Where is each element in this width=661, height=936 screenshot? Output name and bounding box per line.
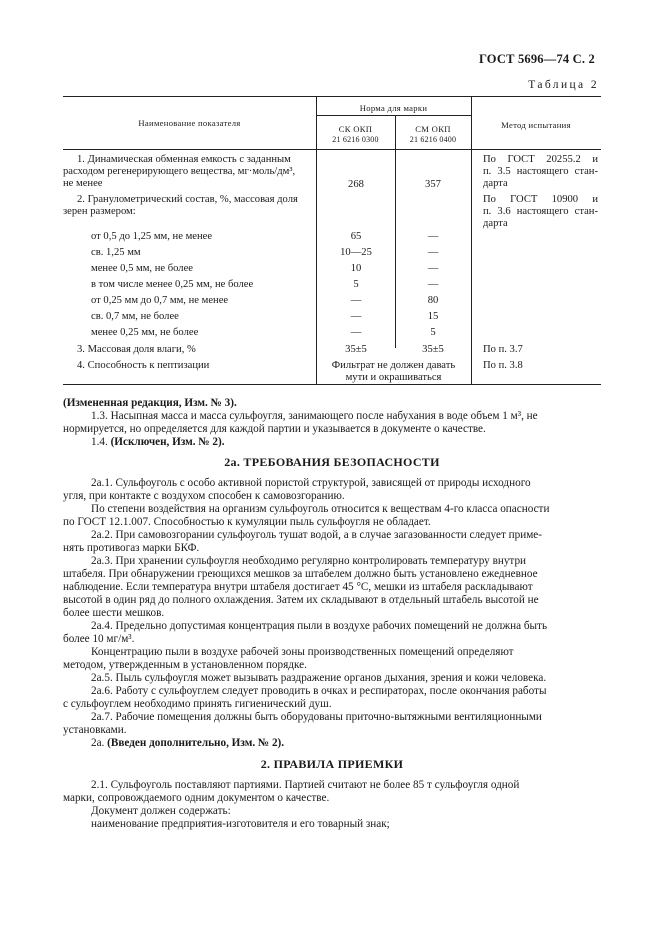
mark2-name: СМ ОКП xyxy=(415,124,451,134)
row2-name-l2: зерен размером: xyxy=(63,206,136,217)
para-2a-note xyxy=(63,737,601,750)
row1-method-l2: п. 3.5 настоящего стан- xyxy=(483,166,598,177)
para-2-1-l3: Документ должен содержать: xyxy=(91,805,231,817)
col-header-method: Метод испытания xyxy=(501,120,571,130)
col-divider-3 xyxy=(471,96,472,384)
row1-name-l1: 1. Динамическая обменная емкость с заданным xyxy=(77,154,291,165)
para-2a4-l4: методом, утвержденным в установленном порядке. xyxy=(63,659,307,671)
row3-name: 3. Массовая доля влаги, % xyxy=(77,344,196,355)
subrow-value-cm: — xyxy=(427,279,439,290)
subrow-value-ck: 10 xyxy=(350,263,362,274)
subrow-name: менее 0,5 мм, не более xyxy=(91,263,193,274)
para-2a4-l1: 2а.4. Предельно допустимая концентрация пыли в воздухе рабочих помещений не должна быть xyxy=(91,620,548,632)
row1-value-cm: 357 xyxy=(425,179,441,190)
para-2a5: 2а.5. Пыль сульфоугля может вызывать раздражение органов дыхания, зрения и кожи человека. xyxy=(91,672,547,684)
row3-value-cm: 35±5 xyxy=(422,344,444,355)
subrow-name: св. 1,25 мм xyxy=(91,247,141,258)
subrow-name: от 0,5 до 1,25 мм, не менее xyxy=(91,231,213,242)
subrow-value-ck: — xyxy=(350,327,362,338)
para-2a-note-bold: (Введен дополнительно, Изм. № 2). xyxy=(107,737,285,749)
para-2-1-l1: 2.1. Сульфоуголь поставляют партиями. Партией считают не более 85 т сульфоугля одной xyxy=(91,779,520,791)
row3-value-ck: 35±5 xyxy=(345,344,367,355)
row4-name: 4. Способность к пептизации xyxy=(77,360,210,371)
header-bottom-rule xyxy=(63,149,601,150)
para-2a6-l2: с сульфоуглем необходимо принять гигиенический душ. xyxy=(63,698,332,710)
section-2-heading: 2. ПРАВИЛА ПРИЕМКИ xyxy=(260,757,404,771)
para-2a3-l3: наблюдение. Если температура внутри штабеля достигает 45 °С, мешки из штабеля раскладывают xyxy=(63,581,533,593)
row4-method: По п. 3.8 xyxy=(483,360,523,371)
para-2a4-l3: Концентрацию пыли в воздухе рабочей зоны производственных помещений определяют xyxy=(91,646,514,658)
row2-method-l1: По ГОСТ 10900 и xyxy=(483,194,598,205)
para-1-3-l1: 1.3. Насыпная масса и масса сульфоугля, занимающего после набухания в воде объем 1 м³, не xyxy=(91,410,538,422)
col-header-name: Наименование показателя xyxy=(138,118,241,128)
mark1-code: 21 6216 0300 xyxy=(332,135,379,144)
para-2a2-l1: 2а.2. При самовозгорании сульфоуголь тушат водой, а в случае загазованности следует приме- xyxy=(91,529,542,541)
para-2a3-l1: 2а.3. При хранении сульфоугля необходимо регулярно контролировать температуру внутри xyxy=(91,555,527,567)
col-header-norm: Норма для марки xyxy=(359,103,428,113)
edit-note-3 xyxy=(63,397,601,410)
para-2a2-l2: нять противогаз марки БКФ. xyxy=(63,542,200,554)
subrow-name: от 0,25 мм до 0,7 мм, не менее xyxy=(91,295,229,306)
para-2a7-l2: установками. xyxy=(63,724,127,736)
subrow-value-ck: 10—25 xyxy=(340,247,372,258)
table-caption: Таблица 2 xyxy=(528,79,599,91)
page-header: ГОСТ 5696—74 С. 2 xyxy=(478,52,595,66)
para-2a3-l5: более шести мешков. xyxy=(63,607,165,619)
row2-name-l1: 2. Гранулометрический состав, %, массовая доля xyxy=(77,194,298,205)
spec-table xyxy=(63,96,601,384)
row1-method-l3: дарта xyxy=(483,178,508,189)
row1-value-ck: 268 xyxy=(348,179,364,190)
subrow-value-cm: — xyxy=(427,263,439,274)
subrow-value-cm: — xyxy=(427,231,439,242)
row1-name-l2: расходом регенерирующего вещества, мг·моль/дм³, xyxy=(63,166,296,177)
subrow-value-ck: — xyxy=(350,311,362,322)
row4-merged-l1: Фильтрат не должен давать xyxy=(331,360,456,371)
norm-header-rule xyxy=(316,115,471,116)
row1-name-l3: не менее xyxy=(63,178,103,189)
table-top-rule xyxy=(63,96,601,97)
row4-merged-l2: мути и окрашиваться xyxy=(345,372,442,383)
subrow-value-cm: 5 xyxy=(430,327,436,338)
para-2a3-l2: штабеля. При обнаружении греющихся мешков за штабелем должно быть установлено ежедневное xyxy=(63,568,538,580)
para-2a7-l1: 2а.7. Рабочие помещения должны быть оборудованы приточно-вытяжными вентиляционными xyxy=(91,711,542,723)
subrow-name: в том числе менее 0,25 мм, не более xyxy=(91,279,254,290)
row1-method-l1: По ГОСТ 20255.2 и xyxy=(483,154,598,165)
para-1-4-bold: (Исключен, Изм. № 2). xyxy=(110,436,225,448)
mark2-code: 21 6216 0400 xyxy=(409,135,457,144)
subrow-name: менее 0,25 мм, не более xyxy=(91,327,199,338)
row3-method: По п. 3.7 xyxy=(483,344,523,355)
para-2a1-l1: 2а.1. Сульфоуголь с особо активной пористой структурой, зависящей от природы исходного xyxy=(91,477,531,489)
para-2a4-l2: более 10 мг/м³. xyxy=(63,633,135,645)
row2-method-l2: п. 3.6 настоящего стан- xyxy=(483,206,598,217)
table-bottom-rule xyxy=(63,384,601,385)
mark1-name: СК ОКП xyxy=(338,124,373,134)
row2-method-l3: дарта xyxy=(483,218,508,229)
para-2a3-l4: высотой в один ряд до полного охлаждения. Затем их складывают в отдельный штабель высотой не xyxy=(63,594,539,606)
subrow-value-cm: — xyxy=(427,247,439,258)
subrow-value-ck: — xyxy=(350,295,362,306)
subrow-value-ck: 65 xyxy=(350,231,362,242)
para-2-1-l2: марки, сопровождаемого одним документом о качестве. xyxy=(63,792,330,804)
subrow-name: св. 0,7 мм, не более xyxy=(91,311,179,322)
section-2a-heading: 2а. ТРЕБОВАНИЯ БЕЗОПАСНОСТИ xyxy=(224,455,440,469)
subrow-value-cm: 15 xyxy=(427,311,439,322)
para-2a1-l2: угля, при контакте с воздухом способен к самовозгоранию. xyxy=(63,490,345,502)
para-2a1-l3: По степени воздействия на организм сульфоуголь относится к веществам 4-го класса опасности xyxy=(91,503,550,515)
para-1-3-l2: нормируется, но определяется для каждой партии и указывается в документе о качестве. xyxy=(63,423,486,435)
para-1-4 xyxy=(63,436,601,449)
para-1-4-lead: 1.4. xyxy=(91,436,111,448)
edit-note-3-text: (Измененная редакция, Изм. № 3). xyxy=(63,397,237,409)
para-2a-note-lead: 2а. xyxy=(91,737,108,749)
para-2a6-l1: 2а.6. Работу с сульфоуглем следует проводить в очках и респираторах, после окончания работы xyxy=(91,685,547,697)
subrow-value-cm: 80 xyxy=(427,295,439,306)
para-2a1-l4: по ГОСТ 12.1.007. Способностью к кумуляции пыль сульфоугля не обладает. xyxy=(63,516,431,528)
subrow-value-ck: 5 xyxy=(353,279,359,290)
para-2-1-l4: наименование предприятия-изготовителя и его товарный знак; xyxy=(91,818,390,830)
